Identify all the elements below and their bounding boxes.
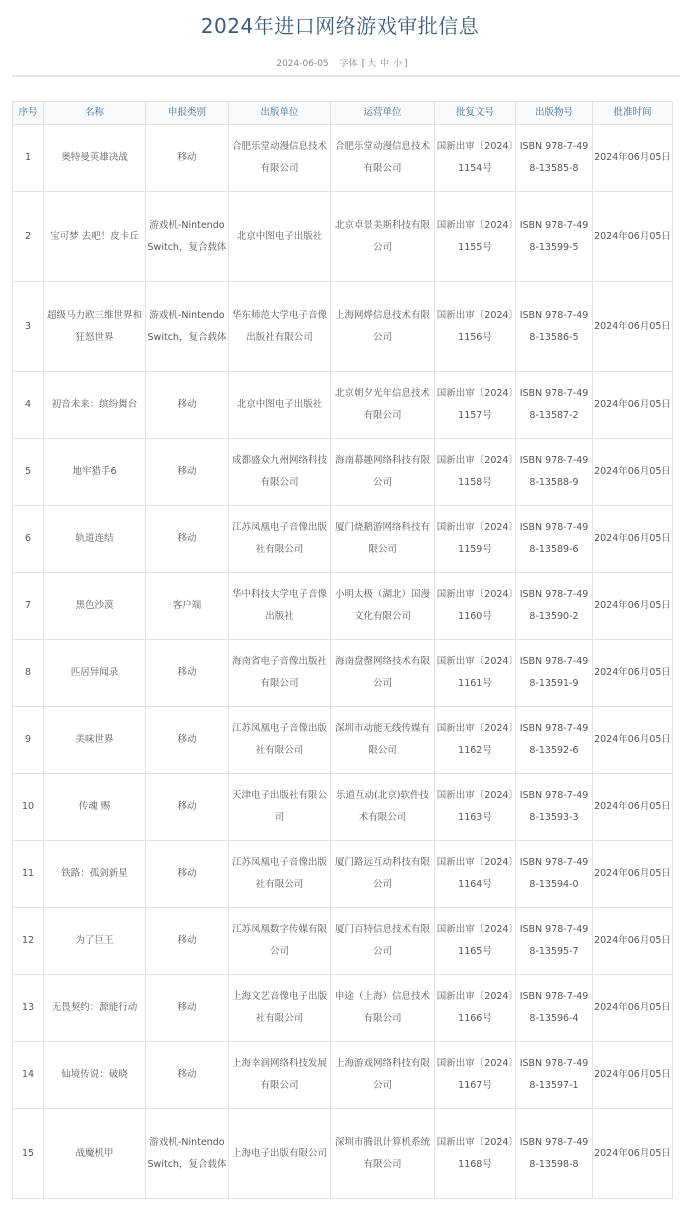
cell-col-isbn: ISBN 978-7-498-13592-6 [516, 707, 593, 774]
cell-col-publisher: 合肥乐堂动漫信息技术有限公司 [229, 125, 331, 192]
cell-col-category: 移动 [146, 506, 229, 573]
cell-col-approval-date: 2024年06月05日 [593, 908, 673, 975]
cell-col-index: 4 [13, 372, 44, 439]
cell-col-approval-no: 国新出审〔2024〕1154号 [435, 125, 516, 192]
cell-col-operator: 北京卓景美斯科技有限公司 [331, 192, 435, 282]
cell-col-index: 14 [13, 1042, 44, 1109]
cell-col-name: 美味世界 [44, 707, 146, 774]
cell-col-approval-no: 国新出审〔2024〕1161号 [435, 640, 516, 707]
table-row [13, 975, 673, 1042]
cell-col-approval-no: 国新出审〔2024〕1158号 [435, 439, 516, 506]
cell-col-isbn: ISBN 978-7-498-13586-5 [516, 282, 593, 372]
cell-col-operator: 厦门百特信息技术有限公司 [331, 908, 435, 975]
table-row [13, 192, 673, 282]
table-row [13, 573, 673, 640]
article-meta: 2024-06-05 字体 [ 大 中 小 ] [276, 59, 408, 69]
cell-col-name: 战魔机甲 [44, 1109, 146, 1199]
cell-col-approval-no: 国新出审〔2024〕1160号 [435, 573, 516, 640]
cell-col-publisher: 北京中图电子出版社 [229, 372, 331, 439]
cell-col-publisher: 华中科技大学电子音像出版社 [229, 573, 331, 640]
cell-col-approval-no: 国新出审〔2024〕1157号 [435, 372, 516, 439]
cell-col-category: 移动 [146, 774, 229, 841]
header-col-name: 名称 [44, 102, 146, 125]
page-title: 2024年进口网络游戏审批信息 [200, 14, 480, 38]
cell-col-approval-no: 国新出审〔2024〕1165号 [435, 908, 516, 975]
cell-col-isbn: ISBN 978-7-498-13597-1 [516, 1042, 593, 1109]
cell-col-index: 10 [13, 774, 44, 841]
cell-col-approval-no: 国新出审〔2024〕1159号 [435, 506, 516, 573]
cell-col-publisher: 上海电子出版有限公司 [229, 1109, 331, 1199]
font-size-small[interactable]: 小 [393, 59, 403, 69]
table-row [13, 439, 673, 506]
cell-col-approval-no: 国新出审〔2024〕1163号 [435, 774, 516, 841]
cell-col-approval-date: 2024年06月05日 [593, 372, 673, 439]
cell-col-name: 初音未来：缤纷舞台 [44, 372, 146, 439]
cell-col-isbn: ISBN 978-7-498-13591-9 [516, 640, 593, 707]
cell-col-operator: 北京朝夕光年信息技术有限公司 [331, 372, 435, 439]
cell-col-approval-date: 2024年06月05日 [593, 975, 673, 1042]
cell-col-approval-no: 国新出审〔2024〕1166号 [435, 975, 516, 1042]
approval-table [12, 101, 673, 1199]
cell-col-name: 传魂 赐 [44, 774, 146, 841]
cell-col-name: 超级马力欧三维世界和狂怒世界 [44, 282, 146, 372]
header-col-publisher: 出版单位 [229, 102, 331, 125]
table-row [13, 1109, 673, 1199]
table-row [13, 125, 673, 192]
table-row [13, 841, 673, 908]
cell-col-operator: 深圳市腾讯计算机系统有限公司 [331, 1109, 435, 1199]
cell-col-category: 移动 [146, 975, 229, 1042]
cell-col-publisher: 江苏凤凰电子音像出版社有限公司 [229, 841, 331, 908]
font-size-large[interactable]: 大 [367, 59, 377, 69]
cell-col-index: 7 [13, 573, 44, 640]
cell-col-index: 5 [13, 439, 44, 506]
cell-col-category: 移动 [146, 372, 229, 439]
cell-col-operator: 海南盘罄网络技术有限公司 [331, 640, 435, 707]
cell-col-isbn: ISBN 978-7-498-13595-7 [516, 908, 593, 975]
cell-col-operator: 厦门烧鹅游网络科技有限公司 [331, 506, 435, 573]
header-col-index: 序号 [13, 102, 44, 125]
cell-col-index: 12 [13, 908, 44, 975]
cell-col-index: 6 [13, 506, 44, 573]
cell-col-index: 11 [13, 841, 44, 908]
cell-col-operator: 小明太极（湖北）国漫文化有限公司 [331, 573, 435, 640]
cell-col-name: 奥特曼英雄决战 [44, 125, 146, 192]
cell-col-name: 地牢猎手6 [44, 439, 146, 506]
cell-col-approval-no: 国新出审〔2024〕1164号 [435, 841, 516, 908]
cell-col-name: 匹居异闻录 [44, 640, 146, 707]
header-col-operator: 运营单位 [331, 102, 435, 125]
cell-col-approval-no: 国新出审〔2024〕1168号 [435, 1109, 516, 1199]
cell-col-approval-date: 2024年06月05日 [593, 1042, 673, 1109]
table-row [13, 372, 673, 439]
cell-col-publisher: 江苏凤凰电子音像出版社有限公司 [229, 506, 331, 573]
cell-col-publisher: 天津电子出版社有限公司 [229, 774, 331, 841]
cell-col-name: 仙境传说：破晓 [44, 1042, 146, 1109]
cell-col-index: 13 [13, 975, 44, 1042]
cell-col-name: 铁路：孤剑新星 [44, 841, 146, 908]
cell-col-approval-date: 2024年06月05日 [593, 439, 673, 506]
table-row [13, 774, 673, 841]
cell-col-operator: 上海游戏网络科技有限公司 [331, 1042, 435, 1109]
cell-col-name: 黑色沙漠 [44, 573, 146, 640]
cell-col-category: 移动 [146, 707, 229, 774]
cell-col-approval-date: 2024年06月05日 [593, 573, 673, 640]
cell-col-name: 无畏契约：源能行动 [44, 975, 146, 1042]
cell-col-isbn: ISBN 978-7-498-13599-5 [516, 192, 593, 282]
cell-col-approval-date: 2024年06月05日 [593, 506, 673, 573]
cell-col-index: 2 [13, 192, 44, 282]
cell-col-operator: 申途（上海）信息技术有限公司 [331, 975, 435, 1042]
cell-col-approval-date: 2024年06月05日 [593, 841, 673, 908]
cell-col-approval-date: 2024年06月05日 [593, 192, 673, 282]
publish-date: 2024-06-05 [276, 59, 329, 69]
cell-col-approval-date: 2024年06月05日 [593, 1109, 673, 1199]
cell-col-approval-date: 2024年06月05日 [593, 774, 673, 841]
cell-col-category: 移动 [146, 1042, 229, 1109]
cell-col-operator: 上海网烨信息技术有限公司 [331, 282, 435, 372]
cell-col-approval-date: 2024年06月05日 [593, 640, 673, 707]
header-col-isbn: 出版物号 [516, 102, 593, 125]
cell-col-operator: 海南幕趣网络科技有限公司 [331, 439, 435, 506]
cell-col-publisher: 成都盛众九州网络科技有限公司 [229, 439, 331, 506]
header-col-category: 申报类别 [146, 102, 229, 125]
font-size-label: 字体 [339, 59, 358, 69]
cell-col-category: 客户端 [146, 573, 229, 640]
cell-col-name: 轨道连结 [44, 506, 146, 573]
cell-col-name: 为了巨王 [44, 908, 146, 975]
cell-col-category: 游戏机-Nintendo Switch，复合载体 [146, 282, 229, 372]
cell-col-isbn: ISBN 978-7-498-13588-9 [516, 439, 593, 506]
cell-col-approval-no: 国新出审〔2024〕1167号 [435, 1042, 516, 1109]
cell-col-approval-date: 2024年06月05日 [593, 707, 673, 774]
cell-col-isbn: ISBN 978-7-498-13587-2 [516, 372, 593, 439]
cell-col-category: 移动 [146, 841, 229, 908]
cell-col-category: 游戏机-Nintendo Switch，复合载体 [146, 1109, 229, 1199]
cell-col-index: 9 [13, 707, 44, 774]
cell-col-publisher: 江苏凤凰电子音像出版社有限公司 [229, 707, 331, 774]
cell-col-index: 1 [13, 125, 44, 192]
cell-col-category: 移动 [146, 640, 229, 707]
header-col-approval-date: 批准时间 [593, 102, 673, 125]
cell-col-isbn: ISBN 978-7-498-13585-8 [516, 125, 593, 192]
cell-col-publisher: 北京中图电子出版社 [229, 192, 331, 282]
cell-col-operator: 乐道互动(北京)软件技术有限公司 [331, 774, 435, 841]
cell-col-name: 宝可梦 去吧！皮卡丘 [44, 192, 146, 282]
table-header [13, 102, 673, 125]
divider [12, 75, 680, 77]
table-row [13, 282, 673, 372]
cell-col-approval-date: 2024年06月05日 [593, 125, 673, 192]
cell-col-isbn: ISBN 978-7-498-13590-2 [516, 573, 593, 640]
cell-col-index: 8 [13, 640, 44, 707]
cell-col-isbn: ISBN 978-7-498-13596-4 [516, 975, 593, 1042]
cell-col-category: 移动 [146, 908, 229, 975]
table-row [13, 506, 673, 573]
cell-col-approval-date: 2024年06月05日 [593, 282, 673, 372]
cell-col-isbn: ISBN 978-7-498-13589-6 [516, 506, 593, 573]
cell-col-publisher: 海南省电子音像出版社有限公司 [229, 640, 331, 707]
cell-col-isbn: ISBN 978-7-498-13598-8 [516, 1109, 593, 1199]
cell-col-approval-no: 国新出审〔2024〕1155号 [435, 192, 516, 282]
cell-col-operator: 合肥乐堂动漫信息技术有限公司 [331, 125, 435, 192]
cell-col-category: 移动 [146, 439, 229, 506]
cell-col-publisher: 上海文艺音像电子出版社有限公司 [229, 975, 331, 1042]
header-col-approval-no: 批复文号 [435, 102, 516, 125]
cell-col-operator: 深圳市动能无线传媒有限公司 [331, 707, 435, 774]
cell-col-approval-no: 国新出审〔2024〕1156号 [435, 282, 516, 372]
cell-col-category: 游戏机-Nintendo Switch，复合载体 [146, 192, 229, 282]
cell-col-isbn: ISBN 978-7-498-13593-3 [516, 774, 593, 841]
cell-col-publisher: 华东师范大学电子音像出版社有限公司 [229, 282, 331, 372]
cell-col-index: 15 [13, 1109, 44, 1199]
cell-col-index: 3 [13, 282, 44, 372]
table-row [13, 1042, 673, 1109]
cell-col-publisher: 上海幸润网络科技发展有限公司 [229, 1042, 331, 1109]
cell-col-category: 移动 [146, 125, 229, 192]
table-row [13, 707, 673, 774]
table-row [13, 908, 673, 975]
cell-col-publisher: 江苏凤凰数字传媒有限公司 [229, 908, 331, 975]
table-row [13, 640, 673, 707]
font-size-medium[interactable]: 中 [380, 59, 390, 69]
cell-col-isbn: ISBN 978-7-498-13594-0 [516, 841, 593, 908]
cell-col-operator: 厦门路远互动科技有限公司 [331, 841, 435, 908]
cell-col-approval-no: 国新出审〔2024〕1162号 [435, 707, 516, 774]
